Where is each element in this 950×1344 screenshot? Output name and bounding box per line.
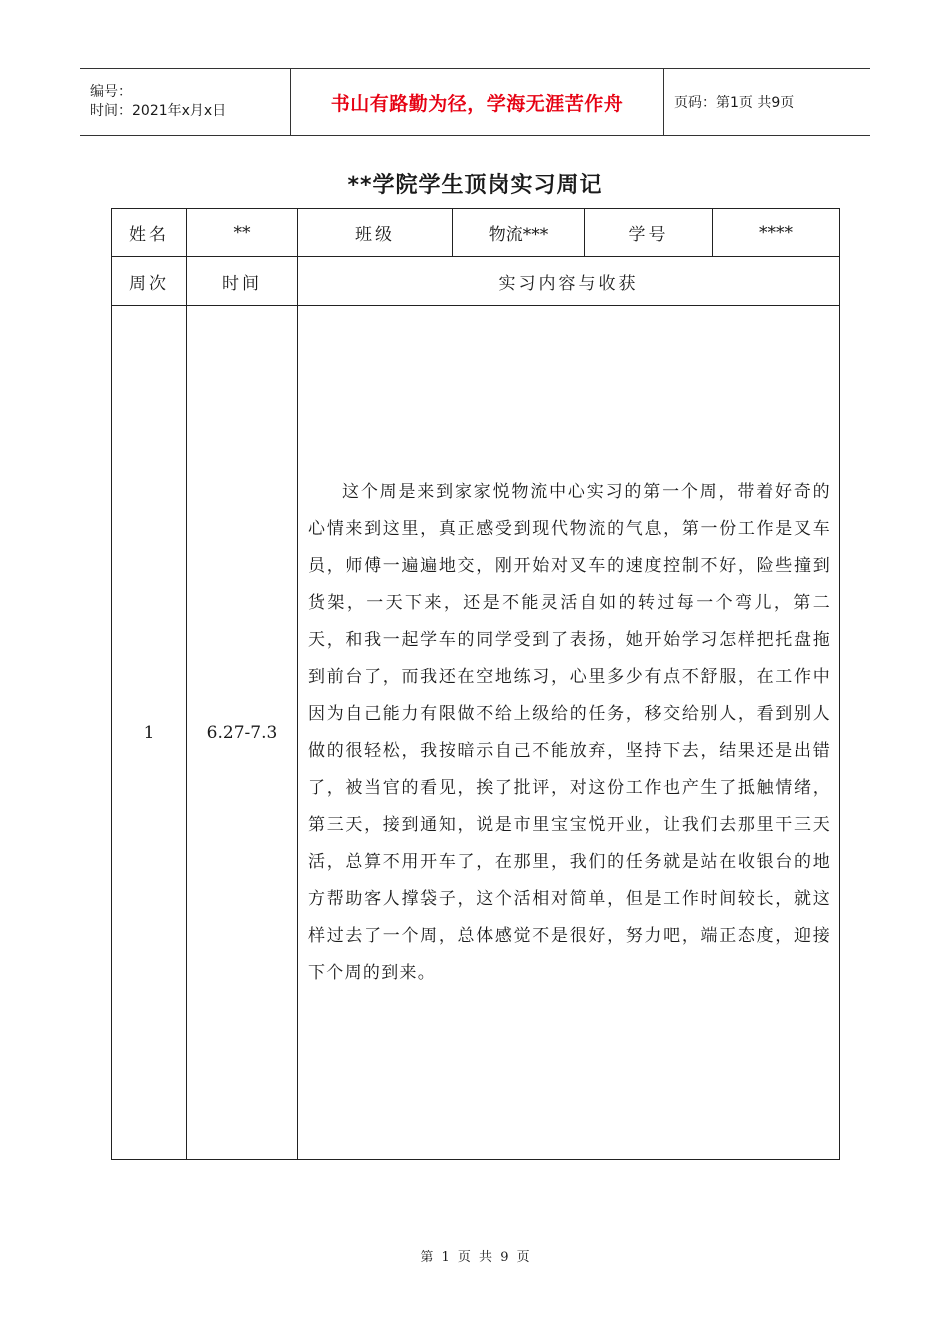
number-label: 编号：	[90, 84, 132, 100]
document-header	[80, 68, 870, 136]
class-value: 物流***	[453, 209, 585, 257]
info-row	[112, 209, 840, 257]
header-left-cell	[80, 69, 291, 136]
column-header-row	[112, 257, 840, 306]
entry-content-cell	[298, 306, 840, 1160]
student-id-value: ****	[713, 209, 840, 257]
student-id-label: 学号	[585, 209, 713, 257]
time-label: 时间：2021年x月x日	[90, 103, 227, 119]
entry-content-text: 这个周是来到家家悦物流中心实习的第一个周，带着好奇的心情来到这里，真正感受到现代物流的气息，第一份工作是叉车员，师傅一遍遍地交，刚开始对叉车的速度控制不好，险些撞到货架，一天下来，还是不能灵活自如的转过每一个弯儿，第二天，和我一起学车的同学受到了表扬，她开始学习怎样把托盘拖到前台了，而我还在空地练习，心里多少有点不舒服，在工作中因为自己能力有限做不给上级给的任务，移交给别人，看到别人做的很轻松，我按暗示自己不能放弃，坚持下去，结果还是出错了，被当官的看见，挨了批评，对这份工作也产生了抵触情绪，第三天，接到通知，说是市里宝宝悦开业，让我们去那里干三天活，总算不用开车了，在那里，我们的任务就是站在收银台的地方帮助客人撑袋子，这个活相对简单，但是工作时间较长，就这样过去了一个周，总体感觉不是很好，努力吧，端正态度，迎接下个周的到来。	[308, 481, 831, 983]
page-footer: 第 1 页 共 9 页	[420, 1250, 530, 1265]
journal-entry-row	[112, 306, 840, 1160]
document-title: **学院学生顶岗实习周记	[347, 173, 603, 198]
header-page-info: 页码：第1页 共9页	[664, 69, 871, 136]
name-value: **	[187, 209, 298, 257]
time-column-header: 时间	[187, 257, 298, 306]
class-label: 班级	[298, 209, 453, 257]
entry-date: 6.27-7.3	[187, 306, 298, 1160]
name-label: 姓名	[112, 209, 187, 257]
header-motto: 书山有路勤为径，学海无涯苦作舟	[291, 69, 664, 136]
weekly-journal-table	[111, 208, 840, 1160]
week-column-header: 周次	[112, 257, 187, 306]
content-column-header: 实习内容与收获	[298, 257, 840, 306]
entry-week: 1	[112, 306, 187, 1160]
